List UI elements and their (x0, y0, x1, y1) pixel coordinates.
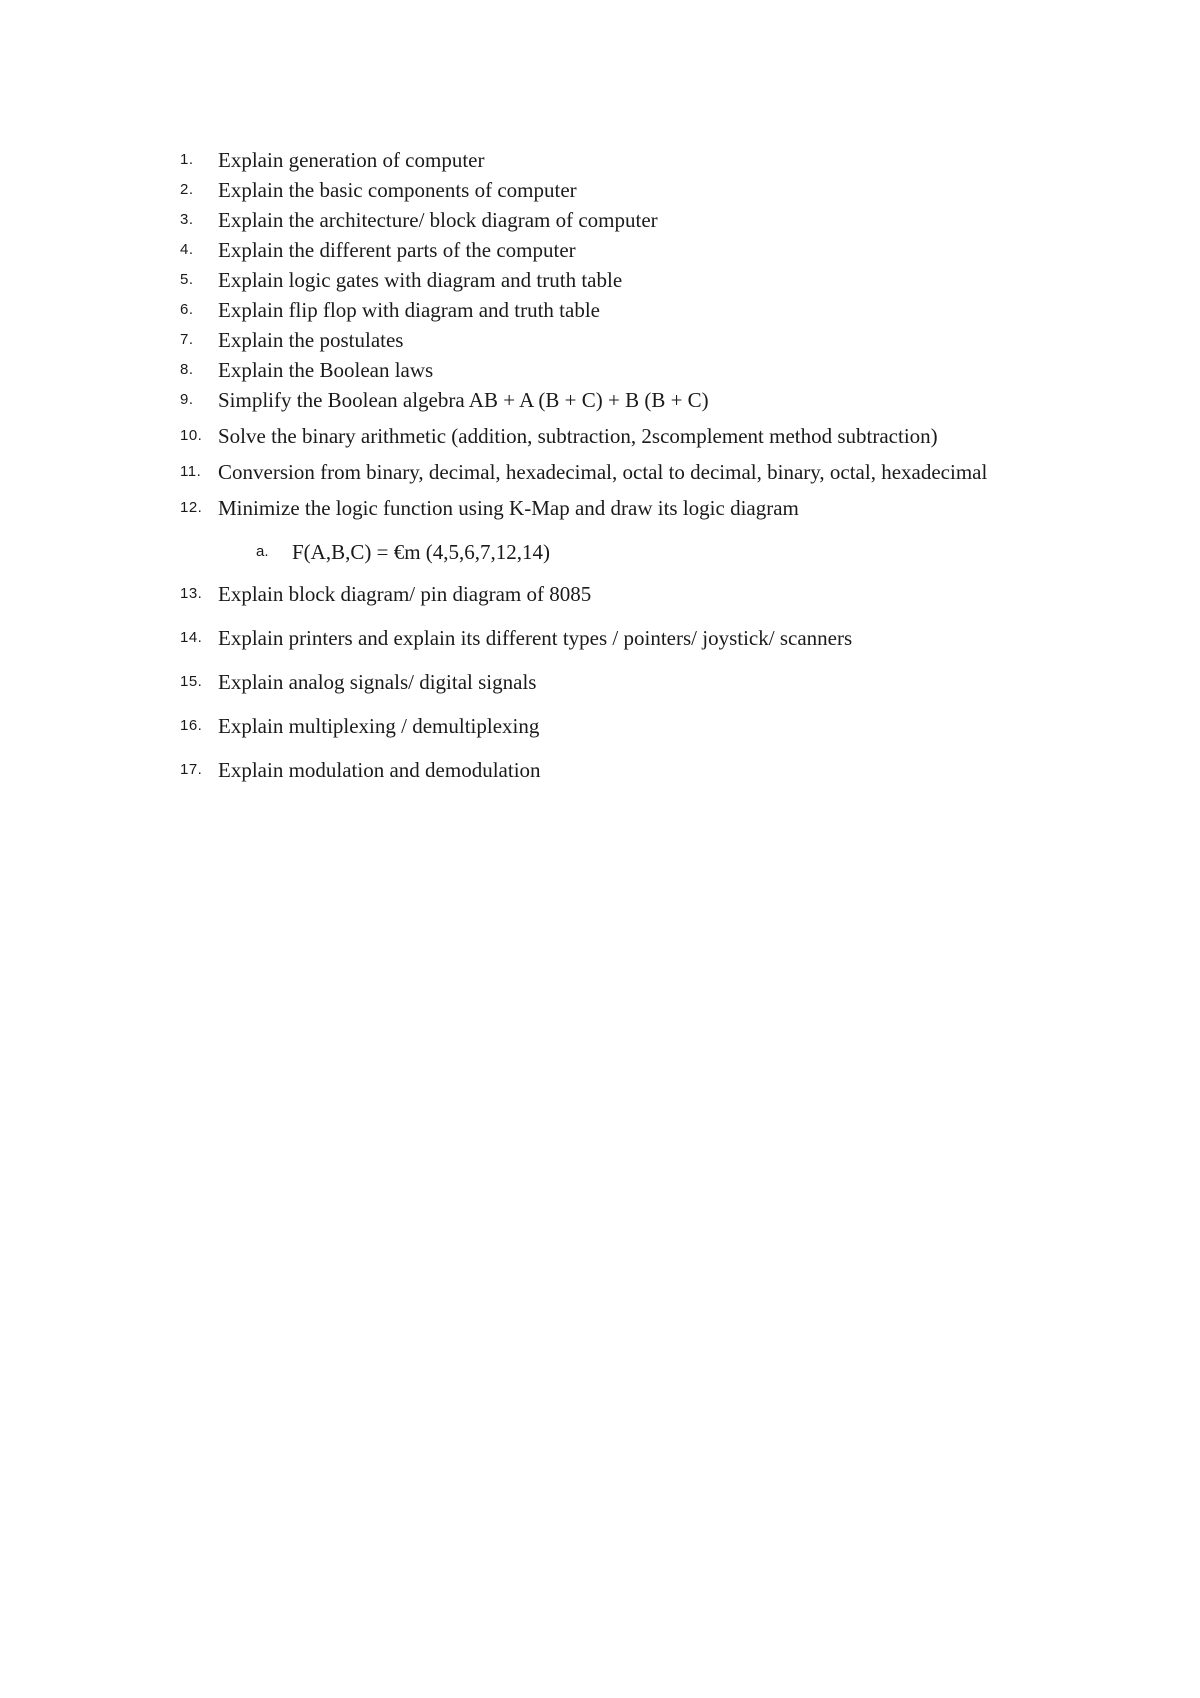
list-item (180, 712, 1080, 742)
item-text: Explain the different parts of the computer (218, 238, 576, 262)
item-text: Explain the architecture/ block diagram of computer (218, 208, 658, 232)
item-text: Solve the binary arithmetic (addition, subtraction, 2scomplement method subtraction) (218, 424, 938, 448)
list-item (180, 458, 1080, 488)
item-text: Explain generation of computer (218, 148, 485, 172)
item-text: Explain the postulates (218, 328, 404, 352)
sub-item-text: F(A,B,C) = €m (4,5,6,7,12,14) (292, 540, 551, 564)
list-item (180, 176, 1080, 206)
sub-item-letter: a. (256, 543, 269, 560)
list-item (180, 326, 1080, 356)
item-text: Explain flip flop with diagram and truth table (218, 298, 600, 322)
item-number: 13. (180, 585, 203, 602)
item-text: Explain the basic components of computer (218, 178, 577, 202)
item-number: 17. (180, 761, 203, 778)
item-number: 1. (180, 151, 194, 168)
list-item (180, 668, 1080, 698)
item-number: 6. (180, 301, 194, 318)
item-number: 5. (180, 271, 194, 288)
item-text: Explain analog signals/ digital signals (218, 670, 537, 694)
item-text: Explain printers and explain its different types / pointers/ joystick/ scanners (218, 626, 853, 650)
item-text: Explain modulation and demodulation (218, 758, 541, 782)
item-number: 8. (180, 361, 194, 378)
list-item (180, 386, 1080, 416)
item-number: 15. (180, 673, 203, 690)
item-number: 12. (180, 499, 203, 516)
list-item (180, 146, 1080, 176)
list-item (180, 296, 1080, 326)
list-item (180, 266, 1080, 296)
item-number: 16. (180, 717, 203, 734)
question-list (180, 146, 1080, 786)
item-text: Explain logic gates with diagram and truth table (218, 268, 623, 292)
item-text: Explain the Boolean laws (218, 358, 434, 382)
list-item (180, 580, 1080, 610)
item-text: Explain block diagram/ pin diagram of 8085 (218, 582, 592, 606)
item-number: 7. (180, 331, 194, 348)
item-text: Conversion from binary, decimal, hexadecimal, octal to decimal, binary, octal, hexadecimal (218, 460, 988, 484)
item-number: 2. (180, 181, 194, 198)
item-number: 3. (180, 211, 194, 228)
list-item (180, 422, 1080, 452)
item-text: Minimize the logic function using K-Map and draw its logic diagram (218, 496, 799, 520)
item-text: Simplify the Boolean algebra AB + A (B + C) + B (B + C) (218, 388, 709, 412)
list-item (180, 624, 1080, 654)
list-item (180, 494, 1080, 524)
item-number: 10. (180, 427, 203, 444)
item-number: 14. (180, 629, 203, 646)
item-number: 9. (180, 391, 194, 408)
item-number: 11. (180, 463, 202, 480)
item-text: Explain multiplexing / demultiplexing (218, 714, 540, 738)
list-item (180, 206, 1080, 236)
item-number: 4. (180, 241, 194, 258)
sub-list-item (180, 538, 1080, 566)
list-item (180, 756, 1080, 786)
list-item (180, 236, 1080, 266)
list-item (180, 356, 1080, 386)
